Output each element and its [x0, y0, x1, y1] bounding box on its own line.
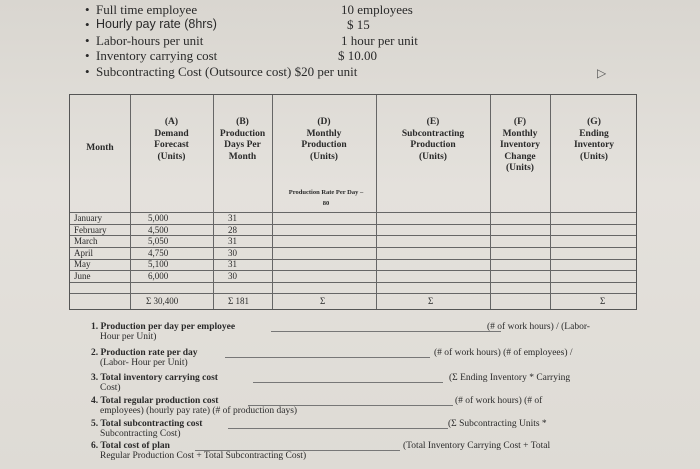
- aggregate-plan-table: [69, 94, 637, 310]
- demand-column: 5,000 4,500 5,050 4,750 5,100 6,000: [148, 213, 169, 281]
- question-item: 4. Total regular production cost (# of work hours) (# of employees) (hourly pay rate) (# of production days): [91, 396, 543, 416]
- header-month: Month: [86, 143, 114, 153]
- bullet-icon: •: [85, 2, 90, 17]
- bullet-icon: •: [85, 63, 90, 79]
- bullet-icon: •: [85, 32, 90, 48]
- header-production-days: (B) Production Days Per Month: [219, 117, 266, 162]
- header-ending-inventory: (G) Ending Inventory (Units): [573, 117, 615, 162]
- question-item: 3. Total inventory carrying cost (Σ Ending Inventory * Carrying Cost): [91, 373, 571, 393]
- question-item: 2. Production rate per day (# of work hours) (# of employees) / (Labor- Hour per Unit): [91, 348, 573, 368]
- total-monthly-production: Σ: [320, 296, 326, 306]
- production-rate-note: Production Rate Per Day – 80: [288, 189, 364, 207]
- table-row: January February March April May June: [74, 213, 107, 281]
- header-demand-forecast: (A) Demand Forecast (Units): [154, 117, 189, 162]
- question-item: 1. Production per day per employee (# of work hours) / (Labor- Hour per Unit): [91, 322, 590, 342]
- mouse-cursor-icon: ▷: [597, 66, 607, 80]
- header-monthly-production: (D) Monthly Production (Units): [301, 117, 347, 162]
- total-ending-inventory: Σ: [600, 296, 606, 306]
- header-monthly-inventory-change: (F) Monthly Inventory Change (Units): [499, 117, 541, 173]
- bullet-icon: •: [85, 17, 90, 33]
- total-days: Σ 181: [228, 296, 249, 306]
- question-item: 6. Total cost of plan (Total Inventory Carrying Cost + Total Regular Production Cost + Total Subcontracting Cost): [91, 441, 551, 461]
- total-subcontracting: Σ: [428, 296, 434, 306]
- total-demand: Σ 30,400: [146, 296, 179, 306]
- question-item: 5. Total subcontracting cost (Σ Subcontracting Units * Subcontracting Cost): [91, 419, 547, 439]
- question-list: [91, 322, 651, 463]
- bullet-icon: •: [85, 48, 90, 64]
- days-column: 31 28 31 30 31 30: [228, 213, 237, 281]
- header-subcontracting-production: (E) Subcontracting Production (Units): [401, 117, 465, 162]
